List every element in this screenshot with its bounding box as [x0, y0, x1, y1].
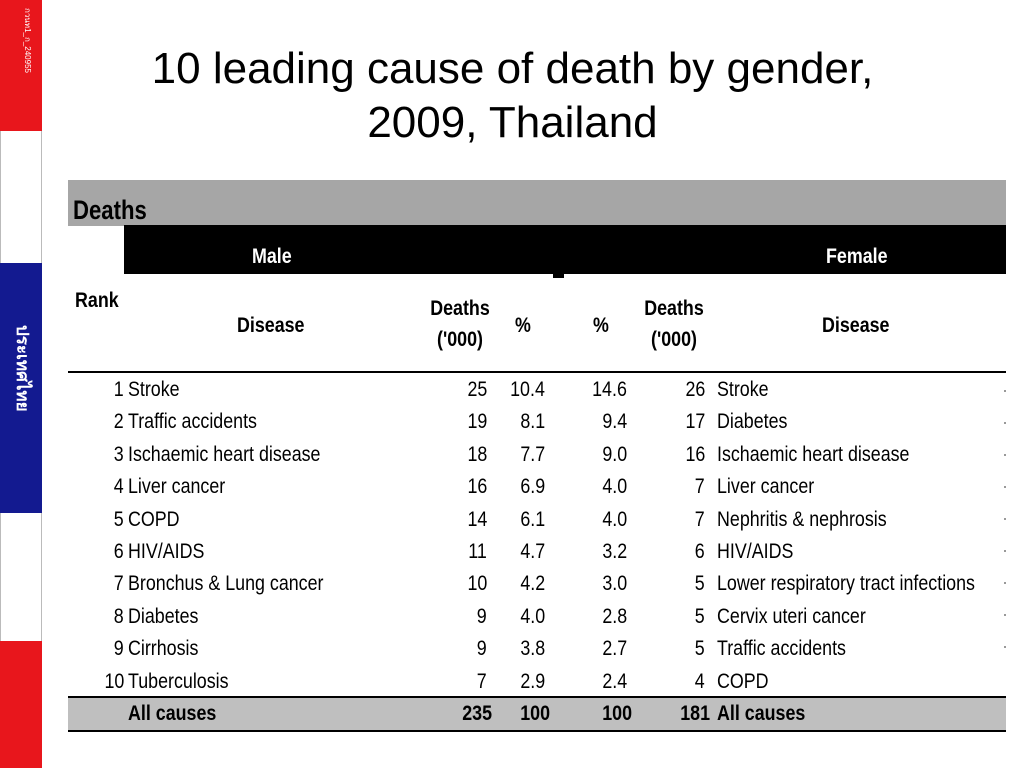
title-line-2: 2009, Thailand: [367, 98, 658, 147]
male-total-percent: 100: [520, 702, 550, 725]
rank-cell: 9: [114, 637, 124, 661]
edge-dot: [1004, 486, 1006, 488]
male-disease-cell: Cirrhosis: [128, 637, 199, 661]
male-deaths-header-line1: Deaths: [430, 297, 490, 320]
rank-cell: 6: [114, 539, 124, 563]
male-percent-header: %: [515, 314, 531, 337]
country-label: ประเทศไทย: [13, 325, 32, 412]
table-row: [0, 376, 1024, 408]
male-disease-cell: Ischaemic heart disease: [128, 442, 321, 466]
female-percent-cell: 2.8: [602, 604, 627, 628]
rank-header: Rank: [75, 289, 119, 312]
edge-dot: [1004, 518, 1006, 520]
male-percent-cell: 2.9: [520, 669, 545, 693]
flag-stripe-red-top: [0, 0, 42, 131]
female-deaths-cell: 5: [695, 604, 705, 628]
edge-dot: [1004, 614, 1006, 616]
female-percent-cell: 2.7: [602, 637, 627, 661]
male-deaths-cell: 18: [467, 442, 487, 466]
rank-cell: 3: [114, 442, 124, 466]
slide-code: กวนท1_ก_240955: [23, 8, 32, 73]
female-disease-cell: Nephritis & nephrosis: [717, 507, 887, 531]
rank-cell: 8: [114, 604, 124, 628]
female-deaths-header: [638, 293, 709, 355]
male-deaths-cell: 10: [467, 572, 487, 596]
rank-cell: 10: [104, 669, 124, 693]
edge-dot: [1004, 582, 1006, 584]
edge-dot: [1004, 454, 1006, 456]
female-percent-cell: 3.2: [602, 539, 627, 563]
male-percent-cell: 3.8: [520, 637, 545, 661]
male-disease-cell: Stroke: [128, 378, 180, 401]
table-row: [0, 441, 1024, 473]
table-row: [0, 408, 1024, 440]
female-total-deaths: 181: [680, 702, 710, 725]
female-percent-cell: 9.0: [602, 442, 627, 466]
edge-dot: [1004, 646, 1006, 648]
female-disease-cell: Lower respiratory tract infections: [717, 572, 975, 596]
male-deaths-cell: 9: [477, 637, 487, 661]
male-deaths-cell: 19: [467, 410, 487, 434]
female-deaths-cell: 16: [685, 442, 705, 466]
edge-dot: [1004, 390, 1006, 392]
male-deaths-cell: 7: [477, 669, 487, 693]
male-disease-cell: Bronchus & Lung cancer: [128, 572, 324, 596]
female-disease-cell: Ischaemic heart disease: [717, 442, 910, 466]
female-deaths-header-line1: Deaths: [644, 297, 704, 320]
edge-dot: [1004, 550, 1006, 552]
female-deaths-cell: 7: [695, 507, 705, 531]
table-rule-bottom: [68, 730, 1006, 732]
female-disease-cell: Cervix uteri cancer: [717, 604, 866, 628]
deaths-header-band: [68, 180, 1006, 226]
rank-cell: 4: [114, 475, 124, 499]
male-deaths-cell: 14: [467, 507, 487, 531]
female-percent-cell: 4.0: [602, 475, 627, 499]
table-row: [0, 506, 1024, 538]
female-deaths-header-line2: ('000): [651, 328, 697, 351]
female-percent-header: %: [593, 314, 609, 337]
female-deaths-cell: 7: [695, 475, 705, 499]
header-notch: [553, 270, 564, 278]
male-percent-cell: 7.7: [520, 442, 545, 466]
flag-stripe-white-top: [0, 131, 42, 263]
female-deaths-cell: 5: [695, 637, 705, 661]
male-deaths-header-line2: ('000): [437, 328, 483, 351]
female-header: Female: [826, 245, 888, 268]
male-disease-cell: Tuberculosis: [128, 669, 229, 693]
female-deaths-cell: 6: [695, 539, 705, 563]
male-percent-cell: 10.4: [510, 378, 545, 401]
male-total-label: All causes: [128, 702, 217, 725]
title-line-1: 10 leading cause of death by gender,: [151, 44, 874, 93]
female-percent-cell: 3.0: [602, 572, 627, 596]
rank-cell: 5: [114, 507, 124, 531]
rank-cell: 2: [114, 410, 124, 434]
female-disease-cell: COPD: [717, 669, 769, 693]
female-disease-cell: HIV/AIDS: [717, 539, 794, 563]
female-deaths-cell: 26: [685, 378, 705, 401]
female-total-label: All causes: [717, 702, 806, 725]
female-deaths-cell: 17: [685, 410, 705, 434]
male-percent-cell: 4.0: [520, 604, 545, 628]
male-disease-cell: Traffic accidents: [128, 410, 257, 434]
slide-title: [60, 42, 965, 150]
male-disease-cell: HIV/AIDS: [128, 539, 205, 563]
female-total-percent: 100: [602, 702, 632, 725]
male-disease-header: Disease: [237, 314, 305, 337]
table-row: [0, 635, 1024, 667]
male-percent-cell: 6.1: [520, 507, 545, 531]
male-disease-cell: Liver cancer: [128, 475, 226, 499]
male-percent-cell: 8.1: [520, 410, 545, 434]
male-deaths-cell: 9: [477, 604, 487, 628]
female-disease-header: Disease: [822, 314, 890, 337]
female-disease-cell: Diabetes: [717, 410, 788, 434]
table-rule-top: [68, 371, 1006, 373]
female-percent-cell: 2.4: [602, 669, 627, 693]
female-percent-cell: 4.0: [602, 507, 627, 531]
female-disease-cell: Liver cancer: [717, 475, 815, 499]
table-row: [0, 538, 1024, 570]
female-deaths-cell: 5: [695, 572, 705, 596]
edge-dot: [1004, 422, 1006, 424]
female-deaths-cell: 4: [695, 669, 705, 693]
female-percent-cell: 9.4: [602, 410, 627, 434]
male-deaths-cell: 16: [467, 475, 487, 499]
male-percent-cell: 6.9: [520, 475, 545, 499]
table-body: [0, 376, 1024, 700]
male-deaths-header: [424, 293, 495, 355]
female-disease-cell: Stroke: [717, 378, 769, 401]
male-percent-cell: 4.2: [520, 572, 545, 596]
male-disease-cell: Diabetes: [128, 604, 199, 628]
male-deaths-cell: 25: [467, 378, 487, 401]
male-disease-cell: COPD: [128, 507, 180, 531]
table-row: [0, 473, 1024, 505]
male-deaths-cell: 11: [468, 539, 487, 563]
male-percent-cell: 4.7: [520, 539, 545, 563]
male-header: Male: [252, 245, 292, 268]
table-row: [0, 570, 1024, 602]
rank-cell: 7: [114, 572, 124, 596]
section-label: Deaths: [73, 195, 147, 225]
female-percent-cell: 14.6: [592, 378, 627, 401]
edge-dots: [1004, 390, 1008, 680]
table-row: [0, 603, 1024, 635]
female-disease-cell: Traffic accidents: [717, 637, 846, 661]
total-row: [0, 700, 1024, 730]
male-total-deaths: 235: [462, 702, 492, 725]
rank-cell: 1: [114, 378, 124, 401]
